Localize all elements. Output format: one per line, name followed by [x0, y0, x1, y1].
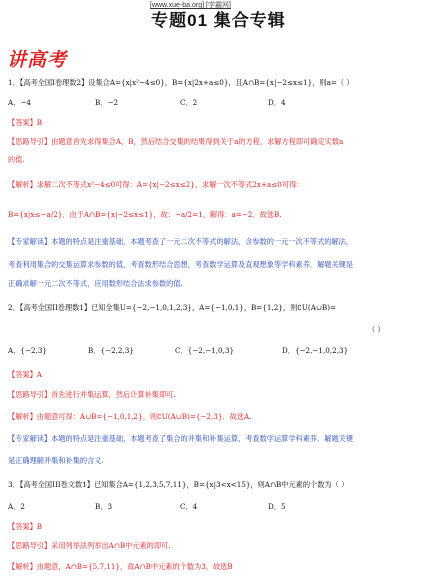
q3-option-b: B．3: [95, 502, 113, 511]
q3-stem: 3．【高考全国III卷文数1】已知集合A={1,2,3,5,7,11}，B={x|3<x<15}，则A∩B中元素的个数为（ ）: [8, 480, 349, 489]
q2-answer: 【答案】A: [8, 370, 42, 379]
q1-guide-line1: 【思路导引】由题意首先求得集合A，B，然后结合交集的结果得到关于a的方程，求解方程即可确定实数a: [8, 137, 344, 146]
q1-stem: 1．【高考全国I卷理数2】设集合A={x|x²−4≤0}，B={x|2x+a≤0}，且A∩B={x|−2≤x≤1}，则a=（ ）: [8, 78, 354, 87]
q1-comment-line3: 正确求解一元二次不等式，应用数形结合法求参数的值.: [8, 279, 183, 288]
q2-option-a: A．{−2,3}: [8, 346, 47, 355]
q1-comment-line1: 【专家解读】本题的特点是注重基础，本题考查了一元二次不等式的解法、含参数的一元一次不等式的解法，: [8, 237, 354, 246]
q3-option-d: D．5: [268, 502, 286, 511]
q2-comment-line2: 是正确理解并集和补集的含义.: [8, 456, 104, 465]
q3-answer: 【答案】B: [8, 522, 43, 531]
site-watermark[interactable]: [www.xue-ba.org] [学霸网]: [150, 2, 231, 9]
q2-analysis: 【解析】由题意可得：A∪B={−1,0,1,2}，则∁U(A∪B)={−2,3}．故选A.: [8, 412, 252, 421]
q2-option-d: D．{−2,−1,0,2,3}: [282, 346, 349, 355]
q1-option-b: B．−2: [95, 98, 119, 107]
q3-guide: 【思路导引】采用列举法列举出A∩B中元素的即可.: [8, 541, 171, 550]
q3-analysis: 【解析】由题意，A∩B={5,7,11}，故A∩B中元素的个数为3，故选B: [8, 562, 233, 571]
q1-analysis-line1: 【解析】求解二次不等式x²−4≤0可得：A={x|−2≤x≤2}，求解一次不等式2x+a≤0可得：: [8, 180, 304, 189]
q1-answer: 【答案】B: [8, 118, 43, 127]
q3-option-a: A．2: [8, 502, 25, 511]
q2-guide: 【思路导引】首先进行并集运算，然后计算补集即可.: [8, 390, 176, 399]
q1-option-a: A．−4: [8, 98, 31, 107]
q1-guide-line2: 的值.: [8, 155, 25, 164]
q1-option-d: D．4: [268, 98, 286, 107]
q3-option-c: C．4: [180, 502, 198, 511]
q2-answer-paren: （ ）: [368, 325, 385, 334]
q1-analysis-line2: B={x|x≤−a/2}．由于A∩B={x|−2≤x≤1}，故：−a/2=1，解得：a=−2．故选B.: [8, 210, 282, 219]
q2-stem: 2．【高考全国II卷理数1】已知全集U={−2,−1,0,1,2,3}，A={−1,0,1}，B={1,2}，则∁U(A∪B)=: [8, 303, 337, 312]
page-title: 专题01 集合专辑: [151, 11, 286, 30]
q1-option-c: C．2: [180, 98, 198, 107]
q2-option-b: B．{−2,2,3}: [88, 346, 134, 355]
q2-option-c: C．{−2,−1,0,3}: [175, 346, 235, 355]
q2-comment-line1: 【专家解读】本题的特点是注重基础，本题考查了集合的并集和补集运算，考查数学运算学科素养．解题关键: [8, 434, 354, 443]
q1-comment-line2: 考查利用集合的交集运算求参数的值，考查数形结合思想，考查数学运算及直观想象等学科素养．解题关键是: [8, 260, 354, 269]
section-heading: 讲高考: [7, 49, 68, 71]
